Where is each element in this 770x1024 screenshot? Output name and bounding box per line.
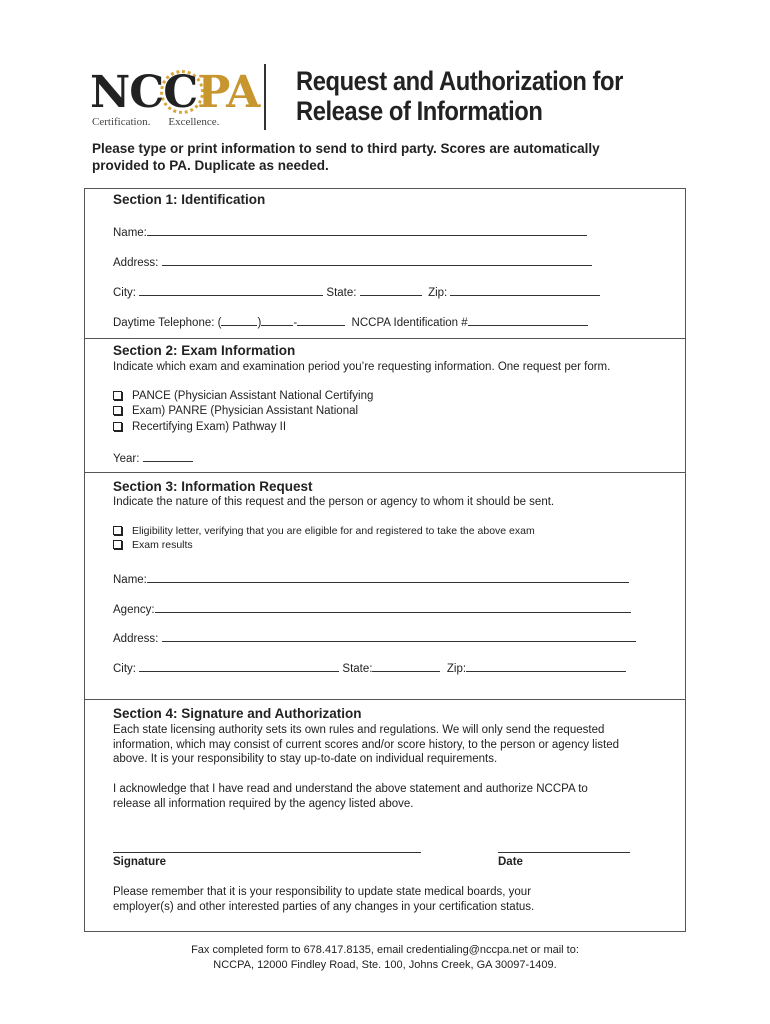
signature-label: Signature — [113, 856, 167, 868]
recipient-city-state-zip-row: City: State: Zip: — [113, 660, 626, 675]
recipient-address-row: Address: — [113, 630, 636, 645]
exam-option: Recertifying Exam) Pathway II — [113, 421, 286, 433]
recipient-name-field[interactable] — [147, 571, 629, 583]
request-option: Eligibility letter, verifying that you are eligible for and registered to take the above exam — [113, 525, 535, 537]
intro-text: Please type or print information to send to third party. Scores are automatically provided to PA. Duplicate as needed. — [92, 141, 600, 173]
checkbox[interactable] — [113, 406, 122, 415]
section4-title: Section 4: Signature and Authorization — [113, 706, 362, 721]
footer — [0, 943, 770, 973]
year-row: Year: — [113, 450, 193, 465]
year-field[interactable] — [143, 450, 193, 462]
checkbox[interactable] — [113, 391, 122, 400]
page-title: Request and Authorization for Release of Information — [296, 66, 623, 126]
nccpa-logo — [90, 67, 260, 130]
footer-line2: NCCPA, 12000 Findley Road, Ste. 100, Johns Creek, GA 30097-1409. — [213, 959, 557, 971]
area-code-field[interactable] — [221, 314, 257, 326]
request-option: Exam results — [113, 539, 193, 551]
state-field[interactable] — [360, 284, 422, 296]
phone-prefix-field[interactable] — [261, 314, 293, 326]
logo-wordmark: NCCPA — [90, 67, 260, 118]
agency-field[interactable] — [155, 601, 631, 613]
date-line[interactable] — [498, 852, 630, 853]
section4-para1: Each state licensing authority sets its own rules and regulations. We will only send the requested information, which may consist of current scores and/or score history, to the person or agency listed above. It is your responsibility to stay up-to-date on individual requirements. — [113, 724, 620, 765]
phone-id-row: Daytime Telephone: ( ) - NCCPA Identification # — [113, 314, 588, 329]
section2-instructions: Indicate which exam and examination period you’re requesting information. One request per form. — [113, 361, 611, 373]
name-field[interactable] — [147, 224, 587, 236]
recipient-state-field[interactable] — [372, 660, 440, 672]
signature-line[interactable] — [113, 852, 421, 853]
nccpa-id-field[interactable] — [468, 314, 588, 326]
logo-tagline: Certification. Excellence. — [92, 116, 220, 128]
section-divider — [84, 699, 686, 700]
section3-title: Section 3: Information Request — [113, 479, 313, 494]
address-row: Address: — [113, 254, 592, 269]
section1-title: Section 1: Identification — [113, 192, 266, 207]
city-field[interactable] — [139, 284, 323, 296]
checkbox[interactable] — [113, 526, 122, 535]
recipient-zip-field[interactable] — [466, 660, 626, 672]
section4-para3: Please remember that it is your responsibility to update state medical boards, your employer(s) and other interested parties of any changes in your certification status. — [113, 886, 535, 913]
section4-para2: I acknowledge that I have read and understand the above statement and authorize NCCPA to release all information required by the agency listed above. — [113, 783, 588, 810]
exam-option: Exam) PANRE (Physician Assistant National — [113, 405, 358, 417]
checkbox[interactable] — [113, 422, 122, 431]
zip-field[interactable] — [450, 284, 600, 296]
recipient-address-field[interactable] — [162, 630, 636, 642]
section-divider — [84, 338, 686, 339]
checkbox[interactable] — [113, 540, 122, 549]
header-divider — [264, 64, 266, 130]
address-field[interactable] — [162, 254, 592, 266]
exam-option: PANCE (Physician Assistant National Certifying — [113, 390, 373, 402]
agency-row: Agency: — [113, 601, 631, 616]
section3-instructions: Indicate the nature of this request and the person or agency to whom it should be sent. — [113, 496, 555, 508]
recipient-city-field[interactable] — [139, 660, 339, 672]
city-state-zip-row: City: State: Zip: — [113, 284, 600, 299]
date-label: Date — [498, 856, 523, 868]
footer-line1: Fax completed form to 678.417.8135, email credentialing@nccpa.net or mail to: — [191, 944, 579, 956]
name-row: Name: — [113, 224, 587, 239]
section2-title: Section 2: Exam Information — [113, 343, 296, 358]
recipient-name-row: Name: — [113, 571, 629, 586]
section-divider — [84, 472, 686, 473]
phone-number-field[interactable] — [297, 314, 345, 326]
form-box — [84, 188, 686, 932]
